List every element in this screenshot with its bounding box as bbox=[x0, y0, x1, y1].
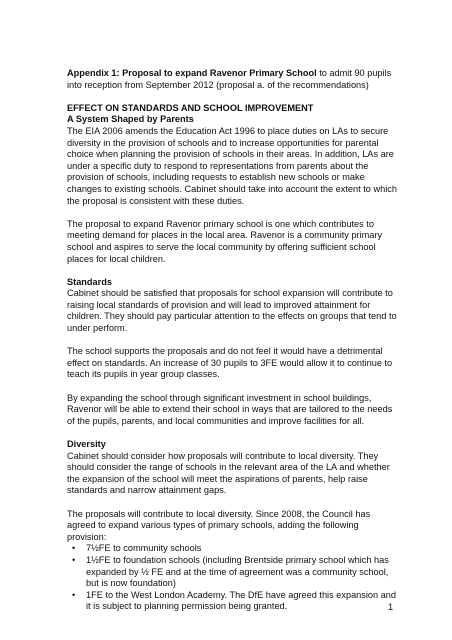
document-page bbox=[67, 68, 399, 613]
list-item-text: 1½FE to foundation schools (including Brentside primary school which has expanded by ½ FE and at the time of agreement was a community school, but is now foundation) bbox=[86, 554, 389, 589]
paragraph-proposal: The proposal to expand Ravenor primary school is one which contributes to meeting demand for places in the local area. Ravenor is a community primary school and aspires to serve the local community by offering sufficient school places for local children. bbox=[67, 218, 383, 264]
paragraph-contribute: The proposals will contribute to local diversity. Since 2008, the Council has agreed to expand various types of primary schools, adding the following provision: bbox=[67, 508, 371, 542]
paragraph-expanding: By expanding the school through significant investment in school buildings, Ravenor will be able to extend their school in ways that are tailored to the needs of the pupils, parents, and local communities and improve facilities for all. bbox=[67, 392, 393, 426]
list-item-text: 7½FE to community schools bbox=[86, 543, 202, 554]
paragraph-diversity: Cabinet should consider how proposals will contribute to local diversity. They should consider the range of schools in the relevant area of the LA and whether the expansion of the school will meet the aspirations of parents, help raise standards and narrow attainment gaps. bbox=[67, 450, 390, 496]
list-item-text: 1FE to the West London Academy. The DfE have agreed this expansion and it is subject to planning permission being granted. bbox=[86, 589, 397, 612]
bullet-icon: • bbox=[72, 554, 76, 565]
paragraph-standards: Cabinet should be satisfied that proposals for school expansion will contribute to raising local standards of provision and will lead to improved attainment for children. They should pay particular attention to the effects on groups that tend to under perform. bbox=[67, 288, 397, 334]
appendix-title-bold: Appendix 1: Proposal to expand Ravenor Primary School bbox=[67, 68, 317, 78]
paragraph-system: The EIA 2006 amends the Education Act 1996 to place duties on LAs to secure diversity in the provision of schools and to increase opportunities for parental choice when planning the provision of schools in their areas. In addition, LAs are under a specific duty to respond to representations from parents about the provision of schools, including requests to establish new schools or make changes to existing schools. Cabinet should take into account the extent to which the proposal is consistent with these duties. bbox=[67, 125, 397, 206]
bullet-icon: • bbox=[72, 589, 76, 600]
section-heading: EFFECT ON STANDARDS AND SCHOOL IMPROVEMENT bbox=[67, 102, 314, 113]
list-item bbox=[67, 555, 399, 590]
provision-list bbox=[67, 543, 399, 613]
appendix-title bbox=[67, 68, 399, 91]
paragraph-supports: The school supports the proposals and do not feel it would have a detrimental effect on standards. An increase of 30 pupils to 3FE would allow it to continue to teach its pupils in year group classes. bbox=[67, 346, 393, 380]
subheading-diversity: Diversity bbox=[67, 439, 106, 449]
appendix-title-rest: to admit 90 pupils into reception from September 2012 (proposal a. of the recommendations) bbox=[67, 68, 392, 90]
list-item bbox=[67, 543, 399, 555]
subheading-standards: Standards bbox=[67, 276, 112, 287]
page-number: 1 bbox=[388, 602, 394, 612]
bullet-icon: • bbox=[72, 543, 76, 554]
list-item bbox=[67, 590, 399, 613]
subheading-system-shaped-by-parents: A System Shaped by Parents bbox=[67, 114, 194, 125]
